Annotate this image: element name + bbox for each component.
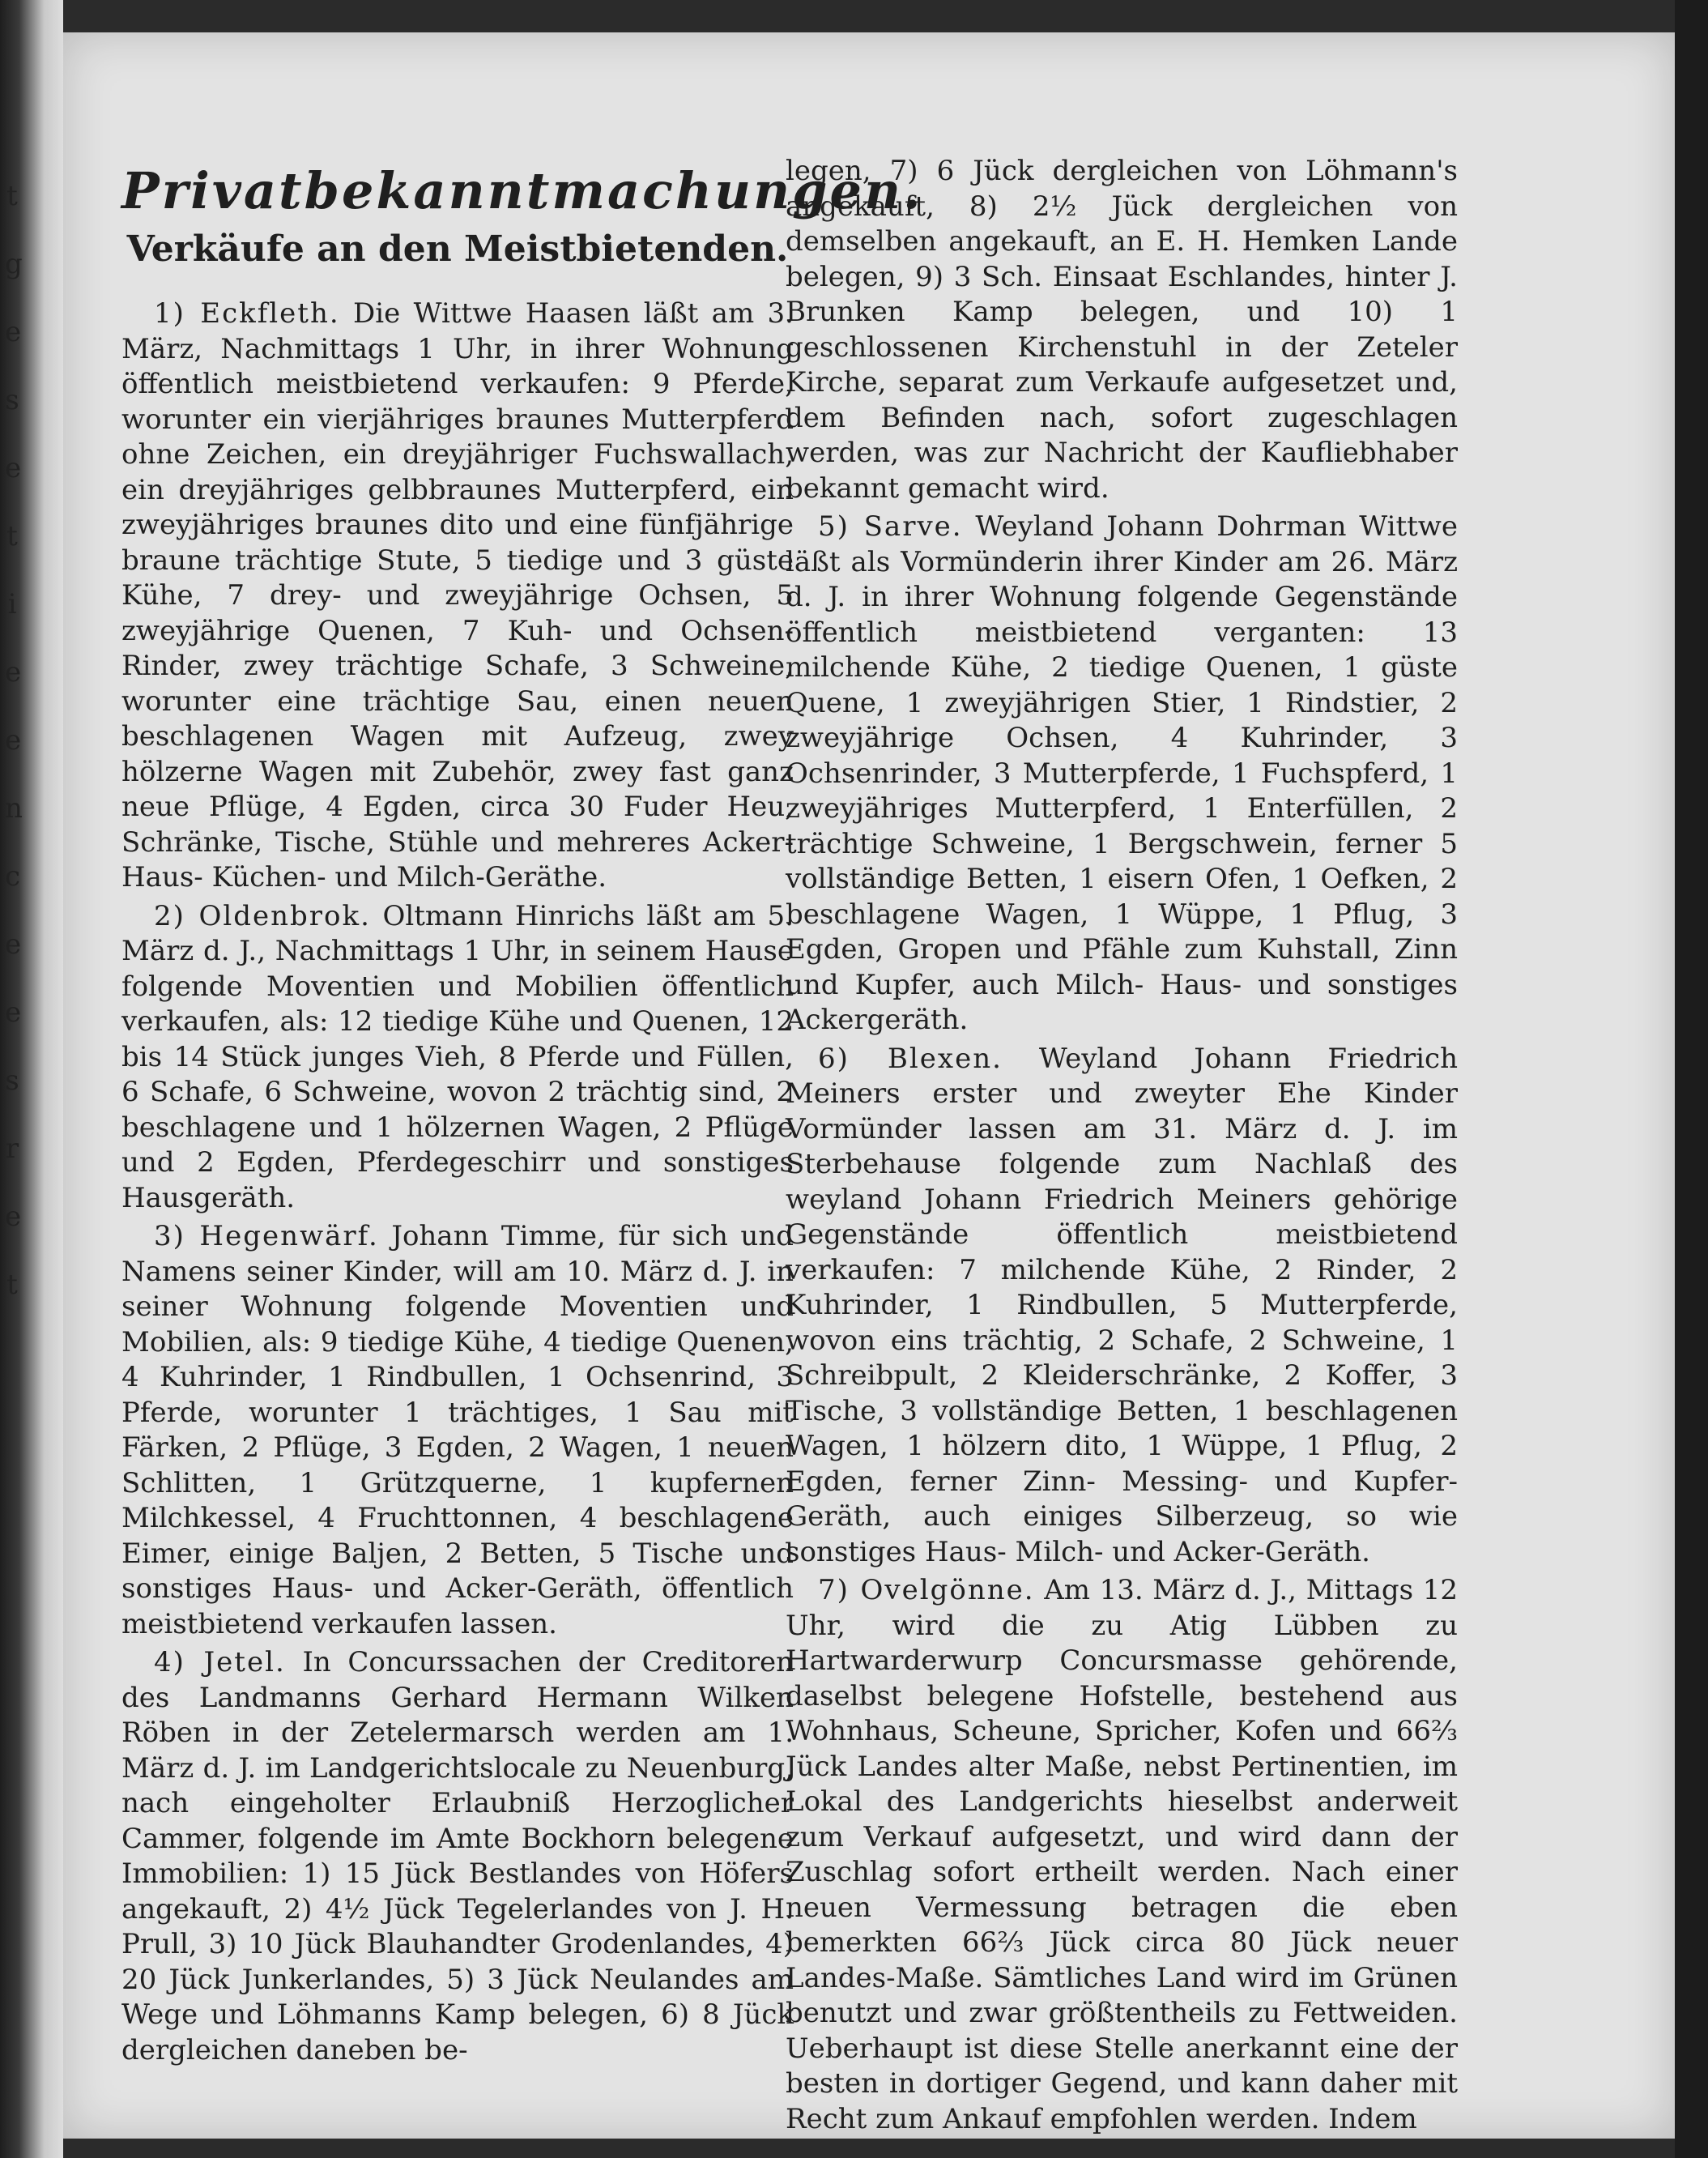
- spine-letter: t: [6, 1269, 18, 1301]
- spine-letter: e: [5, 724, 22, 757]
- spine-letter: e: [5, 996, 22, 1029]
- spine-letter: i: [7, 588, 17, 621]
- notice-lead: 4) Jetel.: [154, 1646, 286, 1678]
- notice-text-part2: legen, 7) 6 Jück dergleichen von Löhmann's angekauft, 8) 2½ Jück dergleichen von demselben angekauft, an E. H. Hemken Lande belegen, 9) 3 Sch. Einsaat Eschlandes, hinter J. Brunken Kamp belegen, und 10) 1 geschlossenen Kirchenstuhl in der Zeteler Kirche, separat zum Verkaufe aufgesetzet und, dem Befinden nach, sofort zugeschlagen werden, was zur Nachricht der Kaufliebhaber bekannt gemacht wird.: [786, 155, 1458, 505]
- page-edge-shadow: [1675, 0, 1708, 2158]
- spine-letter: g: [5, 248, 23, 280]
- notice-hegenwaerf: [121, 1219, 794, 1642]
- notice-lead: 3) Hegenwärf.: [154, 1220, 379, 1252]
- notice-oldenbrok: [121, 899, 794, 1217]
- spine-letter: e: [5, 1201, 22, 1233]
- notice-sarve: [786, 510, 1458, 1038]
- notice-lead: 5) Sarve.: [818, 510, 963, 543]
- spine-letter: t: [6, 520, 18, 552]
- notice-eckfleth: [121, 296, 794, 896]
- book-spine: [0, 0, 63, 2158]
- spine-letter: r: [5, 1132, 19, 1165]
- notice-text: Am 13. März d. J., Mittags 12 Uhr, wird die zu Atig Lübben zu Hartwarderwurp Concursmasse gehörende, daselbst belegene Hofstelle, bestehend aus Wohnhaus, Scheune, Spricher, Kofen und 66⅔ Jück Landes alter Maße, nebst Pertinentien, im Lokal des Landgerichts hieselbst anderweit zum Verkauf aufgesetzt, und wird dann der Zuschlag sofort ertheilt werden. Nach einer neuen Vermessung betragen die eben bemerkten 66⅔ Jück circa 80 Jück neuer Landes-Maße. Sämtliches Land wird im Grünen benutzt und zwar größtentheils zu Fettweiden. Ueberhaupt ist diese Stelle anerkannt eine der besten in dortiger Gegend, und kann daher mit Recht zum Ankauf empfohlen werden. Indem: [786, 1574, 1458, 2135]
- adjacent-page-letters: [5, 162, 23, 1301]
- spine-letter: n: [5, 792, 23, 825]
- notice-lead: 2) Oldenbrok.: [154, 899, 371, 932]
- notice-text: Die Wittwe Haasen läßt am 3. März, Nachmittags 1 Uhr, in ihrer Wohnung öffentlich meistbietend verkaufen: 9 Pferde, worunter ein vierjähriges braunes Mutterpferd ohne Zeichen, ein dreyjähriger Fuchswallach, ein dreyjähriges gelbbraunes Mutterpferd, ein zweyjähriges braunes dito und eine fünfjährige braune trächtige Stute, 5 tiedige und 3 güste Kühe, 7 drey- und zweyjährige Ochsen, 5 zweyjährige Quenen, 7 Kuh- und Ochsen-Rinder, zwey trächtige Schafe, 3 Schweine, worunter eine trächtige Sau, einen neuen beschlagenen Wagen mit Aufzeug, zwey hölzerne Wagen mit Zubehör, zwey fast ganz neue Pflüge, 4 Egden, circa 30 Fuder Heu, Schränke, Tische, Stühle und mehreres Acker- Haus- Küchen- und Milch-Geräthe.: [121, 297, 794, 893]
- spine-letter: e: [5, 452, 22, 484]
- spine-letter: e: [5, 316, 22, 348]
- notice-lead: 6) Blexen.: [818, 1042, 1003, 1075]
- spine-letter: c: [5, 860, 21, 893]
- notice-text: Weyland Johann Friedrich Meiners erster und zweyter Ehe Kinder Vormünder lassen am 31. März d. J. im Sterbehause folgende zum Nachlaß des weyland Johann Friedrich Meiners gehörige Gegenstände öffentlich meistbietend verkaufen: 7 milchende Kühe, 2 Rinder, 2 Kuhrinder, 1 Rindbullen, 5 Mutterpferde, wovon eins trächtig, 2 Schafe, 2 Schweine, 1 Schreibpult, 2 Kleiderschränke, 2 Koffer, 3 Tische, 3 vollständige Betten, 1 beschlagenen Wagen, 1 hölzern dito, 1 Wüppe, 1 Pflug, 2 Egden, ferner Zinn- Messing- und Kupfer-Geräth, auch einiges Silberzeug, so wie sonstiges Haus- Milch- und Acker-Geräth.: [786, 1042, 1458, 1568]
- right-column: [786, 154, 1458, 2140]
- notice-text: Weyland Johann Dohrman Wittwe läßt als Vormünderin ihrer Kinder am 26. März d. J. in ihrer Wohnung folgende Gegenstände öffentlich meistbietend verganten: 13 milchende Kühe, 2 tiedige Quenen, 1 güste Quene, 1 zweyjährigen Stier, 1 Rindstier, 2 zweyjährige Ochsen, 4 Kuhrinder, 3 Ochsenrinder, 3 Mutterpferde, 1 Fuchspferd, 1 zweyjähriges Mutterpferd, 1 Enterfüllen, 2 trächtige Schweine, 1 Bergschwein, ferner 5 vollständige Betten, 1 eisern Ofen, 1 Oefken, 2 beschlagene Wagen, 1 Wüppe, 1 Pflug, 3 Egden, Gropen und Pfähle zum Kuhstall, Zinn und Kupfer, auch Milch- Haus- und sonstiges Ackergeräth.: [786, 510, 1459, 1036]
- notice-ovelgoenne: [786, 1573, 1458, 2137]
- spine-letter: s: [5, 384, 19, 416]
- section-subheading: Verkäufe an den Meistbietenden.: [126, 228, 789, 270]
- spine-letter: t: [6, 180, 18, 212]
- notice-blexen: [786, 1042, 1458, 1571]
- notice-jetel-continued: [786, 154, 1458, 506]
- spine-letter: s: [5, 1064, 19, 1097]
- notice-text: Oltmann Hinrichs läßt am 5. März d. J., Nachmittags 1 Uhr, in seinem Hause folgende Moventien und Mobilien öffentlich verkaufen, als: 12 tiedige Kühe und Quenen, 12 bis 14 Stück junges Vieh, 8 Pferde und Füllen, 6 Schafe, 6 Schweine, wovon 2 trächtig sind, 2 beschlagene und 1 hölzernen Wagen, 2 Pflüge und 2 Egden, Pferdegeschirr und sonstiges Hausgeräth.: [121, 899, 794, 1214]
- notice-lead: 1) Eckfleth.: [154, 297, 340, 330]
- spine-letter: e: [5, 656, 22, 689]
- notice-text: Johann Timme, für sich und Namens seiner Kinder, will am 10. März d. J. in seiner Wohnung folgende Moventien und Mobilien, als: 9 tiedige Kühe, 4 tiedige Quenen, 4 Kuhrinder, 1 Rindbullen, 1 Ochsenrind, 3 Pferde, worunter 1 trächtiges, 1 Sau mit Färken, 2 Pflüge, 3 Egden, 2 Wagen, 1 neuen Schlitten, 1 Grützquerne, 1 kupfernen Milchkessel, 4 Fruchttonnen, 4 beschlagene Eimer, einige Baljen, 2 Betten, 5 Tische und sonstiges Haus- und Acker-Geräth, öffentlich meistbietend verkaufen lassen.: [121, 1220, 794, 1640]
- document-page: [63, 32, 1675, 2139]
- notice-jetel: [121, 1645, 794, 2068]
- notice-text-part1: In Concurssachen der Creditoren des Landmanns Gerhard Hermann Wilken Röben in der Zetelermarsch werden am 1. März d. J. im Landgerichtslocale zu Neuenburg, nach eingeholter Erlaubniß Herzoglicher Cammer, folgende im Amte Bockhorn belegene Immobilien: 1) 15 Jück Bestlandes von Höfers angekauft, 2) 4½ Jück Tegelerlandes von J. H. Prull, 3) 10 Jück Blauhandter Grodenlandes, 4) 20 Jück Junkerlandes, 5) 3 Jück Neulandes am Wege und Löhmanns Kamp belegen, 6) 8 Jück dergleichen daneben be-: [121, 1646, 794, 2066]
- page-heading: Privatbekanntmachungen.: [121, 161, 923, 220]
- spine-letter: e: [5, 928, 22, 961]
- notice-lead: 7) Ovelgönne.: [818, 1574, 1035, 1606]
